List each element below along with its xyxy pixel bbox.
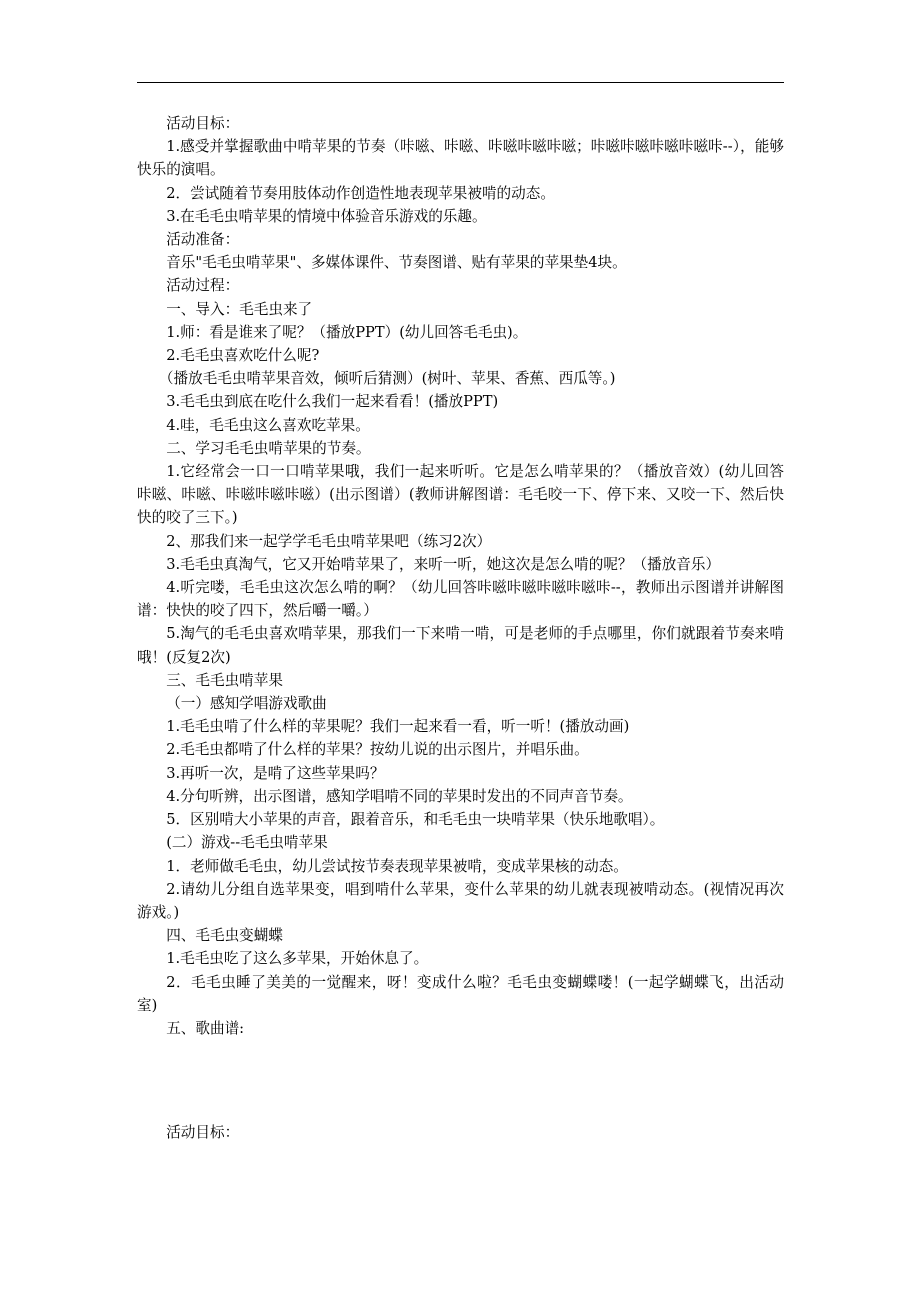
paragraph: 4.哇，毛毛虫这么喜欢吃苹果。 (166, 416, 370, 434)
paragraph: 音乐"毛毛虫啃苹果"、多媒体课件、节奏图谱、贴有苹果的苹果垫4块。 (166, 254, 627, 272)
paragraph: 4.听完喽，毛毛虫这次怎么啃的啊？（幼儿回答咔嗞咔嗞咔嗞咔嗞咔--，教师出示图谱并讲解图谱：快快的咬了四下，然后嚼一嚼。） (137, 579, 784, 620)
paragraph: 一、导入：毛毛虫来了 (166, 300, 313, 318)
paragraph: 四、毛毛虫变蝴蝶 (166, 927, 283, 945)
paragraph: 活动准备： (166, 231, 240, 249)
paragraph: 2．毛毛虫睡了美美的一觉醒来，呀！变成什么啦？毛毛虫变蝴蝶喽！(一起学蝴蝶飞，出活动室) (137, 973, 784, 1014)
paragraph: 1.毛毛虫啃了什么样的苹果呢？我们一起来看一看，听一听！(播放动画) (166, 718, 630, 736)
paragraph: 五、歌曲谱: (166, 1019, 245, 1037)
paragraph: 活动目标： (166, 115, 240, 132)
paragraph: 4.分句听辨，出示图谱，感知学唱啃不同的苹果时发出的不同声音节奏。 (166, 787, 633, 805)
paragraph: 3.毛毛虫真淘气，它又开始啃苹果了，来听一听，她这次是怎么啃的呢？（播放音乐） (166, 555, 721, 573)
blank-space (137, 1040, 784, 1121)
paragraph: 1.它经常会一口一口啃苹果哦，我们一起来听听。它是怎么啃苹果的？（播放音效）(幼儿回答咔嗞、咔嗞、咔嗞咔嗞咔嗞）(出示图谱）(教师讲解图谱：毛毛咬一下、停下来、又咬一下、然后快快的咬了三下。) (137, 463, 784, 527)
paragraph: 1.感受并掌握歌曲中啃苹果的节奏（咔嗞、咔嗞、咔嗞咔嗞咔嗞；咔嗞咔嗞咔嗞咔嗞咔--），能够快乐的演唱。 (137, 138, 784, 179)
paragraph: 2．尝试随着节奏用肢体动作创造性地表现苹果被啃的动态。 (166, 184, 555, 202)
paragraph: 1．老师做毛毛虫，幼儿尝试按节奏表现苹果被啃，变成苹果核的动态。 (166, 857, 628, 875)
paragraph: 活动过程： (166, 277, 240, 295)
section-heading: 活动目标： (166, 1124, 240, 1142)
paragraph: 5.淘气的毛毛虫喜欢啃苹果，那我们一下来啃一啃，可是老师的手点哪里，你们就跟着节奏来啃哦！(反复2次) (137, 625, 784, 666)
paragraph: 3.再听一次，是啃了这些苹果吗？ (166, 764, 385, 782)
paragraph: 二、学习毛毛虫啃苹果的节奏。 (166, 439, 371, 457)
paragraph: 2、那我们来一起学学毛毛虫啃苹果吧（练习2次） (166, 532, 492, 550)
paragraph: 2.毛毛虫都啃了什么样的苹果？按幼儿说的出示图片，并唱乐曲。 (166, 741, 589, 759)
document-body (137, 112, 784, 1144)
paragraph: 3.在毛毛虫啃苹果的情境中体验音乐游戏的乐趣。 (166, 207, 487, 225)
paragraph: 5．区别啃大小苹果的声音，跟着音乐，和毛毛虫一块啃苹果（快乐地歌唱）。 (166, 811, 665, 829)
paragraph: （播放毛毛虫啃苹果音效，倾听后猜测）(树叶、苹果、香蕉、西瓜等。) (158, 370, 616, 388)
paragraph: （一）感知学唱游戏歌曲 (166, 695, 327, 713)
paragraph: 3.毛毛虫到底在吃什么我们一起来看看！(播放PPT) (166, 393, 499, 411)
paragraph: 三、毛毛虫啃苹果 (166, 671, 283, 689)
paragraph: 2.请幼儿分组自选苹果变，唱到啃什么苹果，变什么苹果的幼儿就表现被啃动态。(视情况再次游戏。) (137, 880, 784, 921)
paragraph: (二）游戏--毛毛虫啃苹果 (166, 834, 328, 852)
paragraph: 2.毛毛虫喜欢吃什么呢? (166, 347, 320, 365)
header-rule (137, 82, 784, 83)
paragraph: 1.师：看是谁来了呢？（播放PPT）(幼儿回答毛毛虫)。 (166, 323, 528, 341)
paragraph: 1.毛毛虫吃了这么多苹果，开始休息了。 (166, 950, 429, 968)
